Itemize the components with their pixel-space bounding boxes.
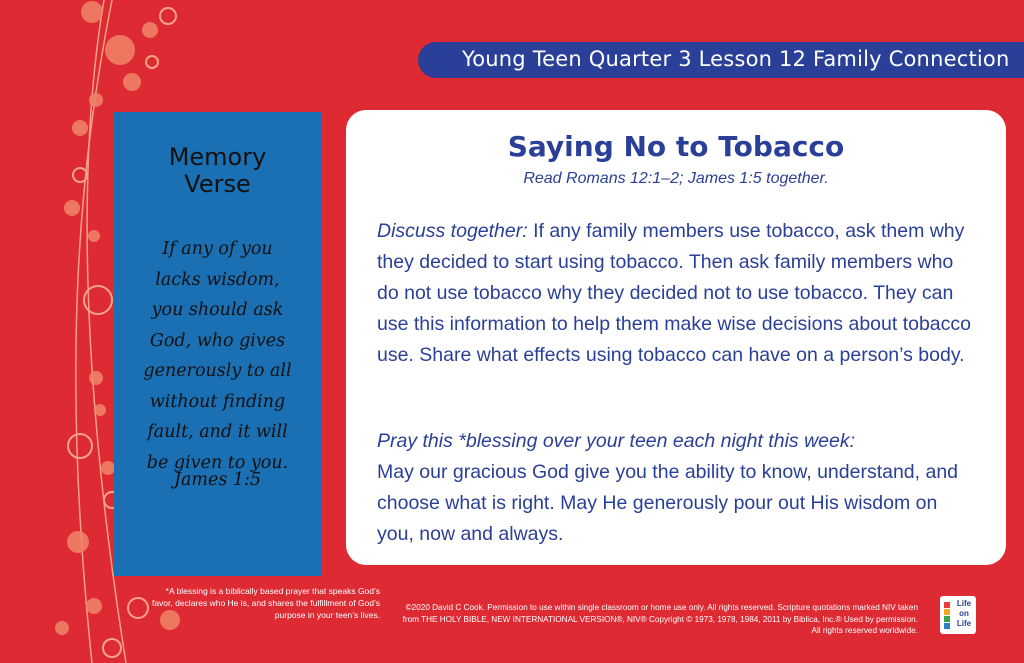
memory-title-line1: Memory bbox=[168, 143, 267, 171]
logo-text: Life on Life bbox=[956, 599, 972, 628]
lesson-title: Saying No to Tobacco bbox=[507, 130, 845, 163]
verse-line: God, who gives bbox=[149, 330, 286, 351]
memory-title-line2: Verse bbox=[184, 170, 251, 198]
discuss-lead: Discuss together: bbox=[377, 220, 528, 242]
memory-verse-title bbox=[114, 144, 321, 198]
verse-line: fault, and it will bbox=[147, 422, 288, 442]
verse-line: without finding bbox=[149, 391, 286, 412]
header-title: Young Teen Quarter 3 Lesson 12 Family Connection bbox=[462, 47, 1010, 71]
blessing-footnote: *A blessing is a biblically based prayer that speaks God’s favor, declares who He is, and shares the fulfillment of God’s purpose in your teen’s lives. bbox=[151, 586, 380, 620]
memory-verse-text bbox=[118, 234, 317, 478]
memory-verse-panel bbox=[114, 112, 321, 576]
verse-line: you should ask bbox=[151, 300, 284, 320]
discuss-text: If any family members use tobacco, ask them why they decided to start using tobacco. Then ask family members who do not use tobacco why they decided not to use tobacco. They can use this information to help them make wise decisions about tobacco use. Share what effects using tobacco can have on a person’s body. bbox=[377, 220, 971, 366]
verse-line: be given to you. bbox=[146, 452, 289, 473]
discuss-paragraph bbox=[377, 216, 977, 371]
verse-reference: James 1:5 bbox=[173, 470, 262, 490]
verse-line: lacks wisdom, bbox=[155, 269, 280, 290]
logo-color-bars bbox=[944, 602, 950, 628]
verse-line: generously to all bbox=[143, 361, 292, 381]
prayer-paragraph bbox=[377, 426, 977, 550]
life-on-life-logo bbox=[940, 596, 976, 634]
header-bar bbox=[418, 42, 1024, 78]
copyright-notice: ©2020 David C Cook. Permission to use within single classroom or home use only. All rights reserved. Scripture quotations marked NIV taken from THE HOLY BIBLE, NEW INTERNATIONAL VERSION®, NIV® Copyright © 1973, 1978, 1984, 2011 by Biblica, Inc.® Used by permission. All rights reserved worldwide. bbox=[402, 603, 918, 635]
prayer-lead: Pray this *blessing over your teen each night this week: bbox=[377, 430, 856, 452]
prayer-text: May our gracious God give you the ability to know, understand, and choose what is right. May He generously pour out His wisdom on you, now and always. bbox=[377, 461, 959, 545]
lesson-card bbox=[346, 110, 1006, 565]
verse-line: If any of you bbox=[162, 239, 273, 259]
lesson-subtitle: Read Romans 12:1–2; James 1:5 together. bbox=[523, 170, 829, 187]
